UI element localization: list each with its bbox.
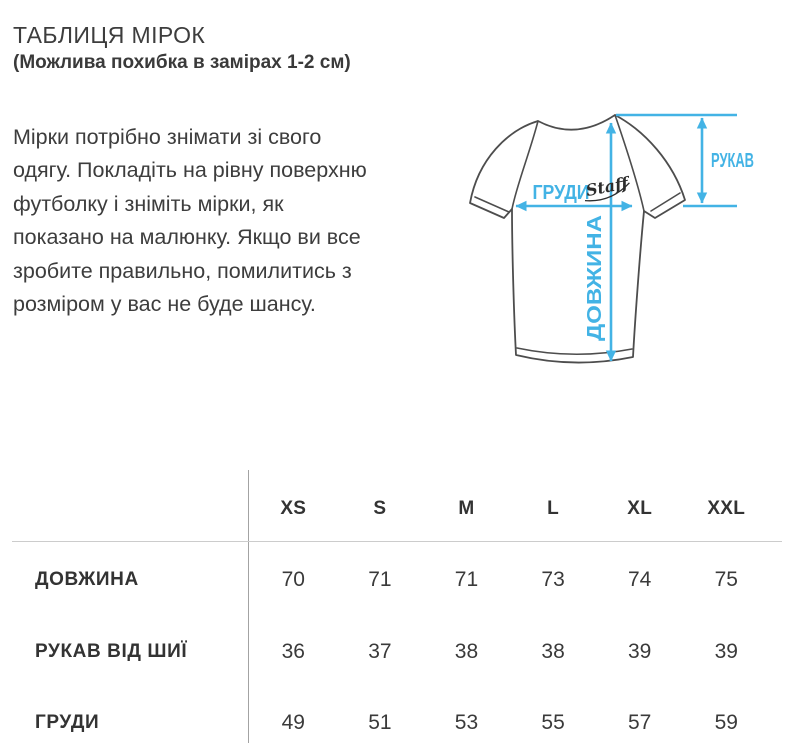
measurement-value: 70	[281, 568, 305, 591]
measurement-value: 74	[627, 568, 652, 591]
size-table-header-row	[0, 492, 770, 526]
length-label: ДОВЖИНА	[584, 236, 606, 341]
table-row-chest	[0, 706, 770, 740]
measurement-value: 51	[368, 711, 392, 734]
size-column-header: S	[373, 498, 387, 519]
measurement-value: 71	[368, 568, 392, 591]
brand-logo-text: Staff	[584, 173, 630, 201]
measurement-value: 38	[454, 640, 479, 663]
measurement-value: 55	[541, 711, 565, 734]
table-divider-horizontal	[12, 541, 782, 542]
instructions-line: одягу. Покладіть на рівну поверхню	[13, 158, 367, 183]
measurement-value: 39	[714, 640, 738, 663]
instructions-line: розміром у вас не буде шансу.	[13, 292, 316, 317]
measurement-value: 71	[454, 568, 479, 591]
measurement-value: 59	[714, 711, 738, 734]
measurement-value: 57	[627, 711, 652, 734]
table-row-length	[0, 563, 770, 597]
measurement-value: 75	[714, 568, 738, 591]
measurement-value: 38	[541, 640, 565, 663]
measurement-value: 49	[281, 711, 305, 734]
size-column-header: M	[458, 498, 475, 519]
row-label: ДОВЖИНА	[35, 569, 139, 590]
size-column-header: L	[547, 498, 560, 519]
tshirt-measurement-diagram	[430, 100, 800, 390]
size-column-header: XXL	[707, 498, 746, 519]
page-title: ТАБЛИЦЯ МІРОК	[13, 22, 206, 48]
size-column-header: XS	[280, 498, 307, 519]
page-subtitle: (Можлива похибка в замірах 1-2 см)	[13, 52, 351, 73]
instructions-line: показано на малюнку. Якщо ви все	[13, 225, 361, 250]
tshirt-outline	[470, 115, 685, 363]
measurement-value: 39	[627, 640, 652, 663]
row-label: ГРУДИ	[35, 712, 100, 733]
instructions-line: футболку і зніміть мірки, як	[13, 191, 284, 216]
empty-corner-cell	[0, 492, 250, 526]
instructions-line: зробите правильно, помилитись з	[13, 258, 352, 283]
measurement-value: 53	[454, 711, 479, 734]
instructions-line: Мірки потрібно знімати зі свого	[13, 125, 322, 149]
measurement-value: 73	[541, 568, 565, 591]
measurement-value: 36	[281, 640, 305, 663]
measurement-instructions	[13, 121, 367, 321]
size-column-header: XL	[627, 498, 653, 519]
measurement-value: 37	[368, 640, 392, 663]
sleeve-label: РУКАВ	[711, 150, 754, 172]
chest-label: ГРУДИ	[532, 182, 590, 204]
table-row-sleeve	[0, 635, 770, 669]
row-label: РУКАВ ВІД ШИЇ	[35, 641, 188, 662]
